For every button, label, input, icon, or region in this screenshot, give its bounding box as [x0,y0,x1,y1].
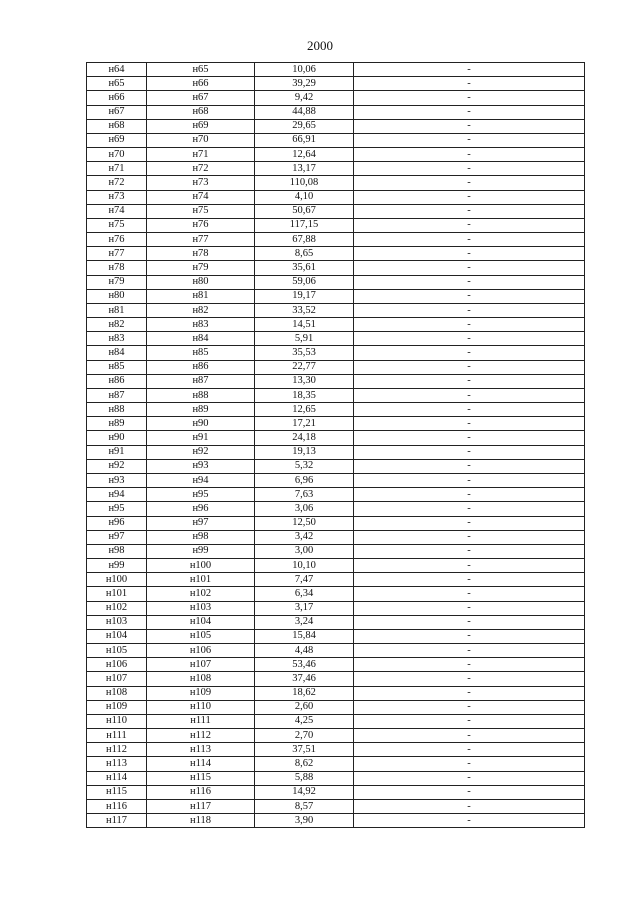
table-row [87,190,585,204]
note-cell: - [354,530,585,544]
point-from-cell: н108 [87,686,147,700]
distance-cell: 6,34 [255,587,354,601]
table-row [87,445,585,459]
note-cell: - [354,403,585,417]
table-row [87,233,585,247]
table-row [87,814,585,828]
table-row [87,601,585,615]
table-row [87,573,585,587]
point-from-cell: н74 [87,204,147,218]
note-cell: - [354,559,585,573]
table-row [87,332,585,346]
point-to-cell: н90 [147,417,255,431]
point-to-cell: н67 [147,91,255,105]
point-from-cell: н84 [87,346,147,360]
distance-cell: 5,32 [255,459,354,473]
point-to-cell: н107 [147,658,255,672]
point-from-cell: н106 [87,658,147,672]
note-cell: - [354,488,585,502]
point-from-cell: н117 [87,814,147,828]
point-to-cell: н118 [147,814,255,828]
point-from-cell: н109 [87,700,147,714]
distance-cell: 12,65 [255,403,354,417]
table-row [87,587,585,601]
note-cell: - [354,502,585,516]
point-to-cell: н99 [147,544,255,558]
note-cell: - [354,601,585,615]
note-cell: - [354,743,585,757]
note-cell: - [354,289,585,303]
note-cell: - [354,587,585,601]
point-from-cell: н98 [87,544,147,558]
distance-cell: 24,18 [255,431,354,445]
point-to-cell: н95 [147,488,255,502]
distance-cell: 35,53 [255,346,354,360]
note-cell: - [354,374,585,388]
point-to-cell: н86 [147,360,255,374]
note-cell: - [354,332,585,346]
table-row [87,346,585,360]
point-from-cell: н67 [87,105,147,119]
point-from-cell: н64 [87,63,147,77]
note-cell: - [354,148,585,162]
point-to-cell: н100 [147,559,255,573]
point-to-cell: н81 [147,289,255,303]
table-row [87,275,585,289]
note-cell: - [354,63,585,77]
note-cell: - [354,459,585,473]
note-cell: - [354,714,585,728]
note-cell: - [354,672,585,686]
point-from-cell: н100 [87,573,147,587]
note-cell: - [354,431,585,445]
distance-cell: 18,62 [255,686,354,700]
point-from-cell: н70 [87,148,147,162]
note-cell: - [354,573,585,587]
note-cell: - [354,176,585,190]
table-row [87,530,585,544]
point-to-cell: н82 [147,303,255,317]
note-cell: - [354,516,585,530]
distance-cell: 13,30 [255,374,354,388]
point-to-cell: н71 [147,148,255,162]
distance-cell: 4,25 [255,714,354,728]
note-cell: - [354,686,585,700]
point-to-cell: н112 [147,729,255,743]
point-from-cell: н115 [87,785,147,799]
point-from-cell: н71 [87,162,147,176]
note-cell: - [354,204,585,218]
distance-cell: 9,42 [255,91,354,105]
point-from-cell: н104 [87,629,147,643]
point-from-cell: н87 [87,388,147,402]
table-row [87,729,585,743]
table-row [87,629,585,643]
distance-cell: 50,67 [255,204,354,218]
distance-cell: 18,35 [255,388,354,402]
note-cell: - [354,785,585,799]
point-to-cell: н116 [147,785,255,799]
point-to-cell: н108 [147,672,255,686]
distance-cell: 7,63 [255,488,354,502]
point-to-cell: н87 [147,374,255,388]
point-from-cell: н65 [87,77,147,91]
table-row [87,417,585,431]
table-row [87,91,585,105]
note-cell: - [354,346,585,360]
point-to-cell: н83 [147,318,255,332]
distance-cell: 5,91 [255,332,354,346]
point-from-cell: н97 [87,530,147,544]
point-from-cell: н89 [87,417,147,431]
point-to-cell: н97 [147,516,255,530]
point-from-cell: н75 [87,218,147,232]
point-from-cell: н111 [87,729,147,743]
point-from-cell: н80 [87,289,147,303]
distance-cell: 29,65 [255,119,354,133]
distance-cell: 2,60 [255,700,354,714]
point-to-cell: н104 [147,615,255,629]
distance-cell: 13,17 [255,162,354,176]
point-from-cell: н102 [87,601,147,615]
table-row [87,516,585,530]
note-cell: - [354,247,585,261]
point-to-cell: н93 [147,459,255,473]
distance-cell: 5,88 [255,771,354,785]
note-cell: - [354,360,585,374]
point-from-cell: н81 [87,303,147,317]
distance-cell: 3,00 [255,544,354,558]
point-from-cell: н96 [87,516,147,530]
point-from-cell: н93 [87,473,147,487]
table-row [87,133,585,147]
table-row [87,162,585,176]
point-from-cell: н69 [87,133,147,147]
point-from-cell: н101 [87,587,147,601]
table-row [87,559,585,573]
distance-cell: 10,06 [255,63,354,77]
point-from-cell: н103 [87,615,147,629]
point-from-cell: н90 [87,431,147,445]
point-to-cell: н98 [147,530,255,544]
note-cell: - [354,275,585,289]
note-cell: - [354,218,585,232]
note-cell: - [354,700,585,714]
point-to-cell: н94 [147,473,255,487]
point-to-cell: н73 [147,176,255,190]
note-cell: - [354,757,585,771]
distance-cell: 44,88 [255,105,354,119]
table-row [87,318,585,332]
distance-cell: 12,64 [255,148,354,162]
table-row [87,686,585,700]
table-row [87,672,585,686]
table-row [87,374,585,388]
point-to-cell: н115 [147,771,255,785]
point-to-cell: н85 [147,346,255,360]
distance-cell: 10,10 [255,559,354,573]
distance-cell: 8,57 [255,799,354,813]
point-from-cell: н94 [87,488,147,502]
table-row [87,473,585,487]
point-to-cell: н84 [147,332,255,346]
point-from-cell: н82 [87,318,147,332]
distance-cell: 33,52 [255,303,354,317]
note-cell: - [354,729,585,743]
distance-cell: 3,42 [255,530,354,544]
note-cell: - [354,77,585,91]
note-cell: - [354,105,585,119]
distance-cell: 35,61 [255,261,354,275]
table-row [87,799,585,813]
note-cell: - [354,658,585,672]
distance-cell: 110,08 [255,176,354,190]
table-row [87,431,585,445]
distance-cell: 4,48 [255,644,354,658]
point-from-cell: н85 [87,360,147,374]
point-to-cell: н106 [147,644,255,658]
point-from-cell: н95 [87,502,147,516]
point-from-cell: н72 [87,176,147,190]
note-cell: - [354,233,585,247]
distance-cell: 37,46 [255,672,354,686]
distance-cell: 12,50 [255,516,354,530]
note-cell: - [354,133,585,147]
point-from-cell: н77 [87,247,147,261]
point-to-cell: н65 [147,63,255,77]
table-row [87,105,585,119]
note-cell: - [354,771,585,785]
distance-cell: 17,21 [255,417,354,431]
point-to-cell: н102 [147,587,255,601]
point-from-cell: н112 [87,743,147,757]
point-to-cell: н76 [147,218,255,232]
distance-cell: 3,17 [255,601,354,615]
distance-cell: 117,15 [255,218,354,232]
point-to-cell: н72 [147,162,255,176]
table-row [87,63,585,77]
point-to-cell: н101 [147,573,255,587]
table-row [87,459,585,473]
table-row [87,119,585,133]
point-to-cell: н103 [147,601,255,615]
distance-cell: 59,06 [255,275,354,289]
note-cell: - [354,799,585,813]
distance-cell: 66,91 [255,133,354,147]
distance-cell: 67,88 [255,233,354,247]
table-row [87,488,585,502]
distance-cell: 14,51 [255,318,354,332]
table-row [87,644,585,658]
note-cell: - [354,162,585,176]
point-from-cell: н86 [87,374,147,388]
point-to-cell: н79 [147,261,255,275]
point-to-cell: н96 [147,502,255,516]
table-row [87,77,585,91]
table-row [87,615,585,629]
point-from-cell: н105 [87,644,147,658]
note-cell: - [354,615,585,629]
distance-cell: 8,65 [255,247,354,261]
distance-cell: 3,06 [255,502,354,516]
table-row [87,148,585,162]
point-from-cell: н79 [87,275,147,289]
table-row [87,502,585,516]
table-row [87,289,585,303]
note-cell: - [354,417,585,431]
point-to-cell: н80 [147,275,255,289]
point-to-cell: н105 [147,629,255,643]
point-to-cell: н68 [147,105,255,119]
distance-cell: 39,29 [255,77,354,91]
point-to-cell: н88 [147,388,255,402]
table-row [87,544,585,558]
point-from-cell: н73 [87,190,147,204]
point-to-cell: н109 [147,686,255,700]
note-cell: - [354,629,585,643]
table-body [87,63,585,828]
table-row [87,204,585,218]
point-from-cell: н68 [87,119,147,133]
point-from-cell: н66 [87,91,147,105]
point-from-cell: н110 [87,714,147,728]
point-from-cell: н114 [87,771,147,785]
point-to-cell: н117 [147,799,255,813]
table-row [87,303,585,317]
point-to-cell: н92 [147,445,255,459]
point-to-cell: н113 [147,743,255,757]
distance-cell: 7,47 [255,573,354,587]
table-row [87,771,585,785]
coordinates-table [86,62,585,828]
distance-cell: 37,51 [255,743,354,757]
table-row [87,714,585,728]
table-row [87,658,585,672]
table-row [87,360,585,374]
point-to-cell: н78 [147,247,255,261]
note-cell: - [354,644,585,658]
point-to-cell: н70 [147,133,255,147]
point-from-cell: н91 [87,445,147,459]
point-to-cell: н74 [147,190,255,204]
point-from-cell: н92 [87,459,147,473]
point-to-cell: н89 [147,403,255,417]
note-cell: - [354,445,585,459]
table-row [87,700,585,714]
distance-cell: 14,92 [255,785,354,799]
distance-cell: 15,84 [255,629,354,643]
table-row [87,261,585,275]
point-to-cell: н75 [147,204,255,218]
point-to-cell: н114 [147,757,255,771]
point-from-cell: н99 [87,559,147,573]
note-cell: - [354,303,585,317]
point-to-cell: н91 [147,431,255,445]
note-cell: - [354,473,585,487]
note-cell: - [354,388,585,402]
note-cell: - [354,91,585,105]
point-from-cell: н83 [87,332,147,346]
distance-cell: 3,90 [255,814,354,828]
distance-cell: 53,46 [255,658,354,672]
table-row [87,403,585,417]
distance-cell: 6,96 [255,473,354,487]
point-to-cell: н111 [147,714,255,728]
point-to-cell: н110 [147,700,255,714]
point-from-cell: н76 [87,233,147,247]
note-cell: - [354,318,585,332]
distance-cell: 19,13 [255,445,354,459]
table-row [87,785,585,799]
distance-cell: 3,24 [255,615,354,629]
point-to-cell: н69 [147,119,255,133]
table-row [87,176,585,190]
page-number: 2000 [307,38,333,53]
distance-cell: 19,17 [255,289,354,303]
point-from-cell: н88 [87,403,147,417]
distance-cell: 22,77 [255,360,354,374]
note-cell: - [354,814,585,828]
distance-cell: 4,10 [255,190,354,204]
distance-cell: 8,62 [255,757,354,771]
point-from-cell: н116 [87,799,147,813]
point-from-cell: н113 [87,757,147,771]
point-from-cell: н78 [87,261,147,275]
distance-cell: 2,70 [255,729,354,743]
note-cell: - [354,190,585,204]
note-cell: - [354,119,585,133]
point-from-cell: н107 [87,672,147,686]
point-to-cell: н66 [147,77,255,91]
note-cell: - [354,544,585,558]
table-row [87,388,585,402]
note-cell: - [354,261,585,275]
table-row [87,218,585,232]
table-row [87,247,585,261]
table-row [87,743,585,757]
table-row [87,757,585,771]
point-to-cell: н77 [147,233,255,247]
